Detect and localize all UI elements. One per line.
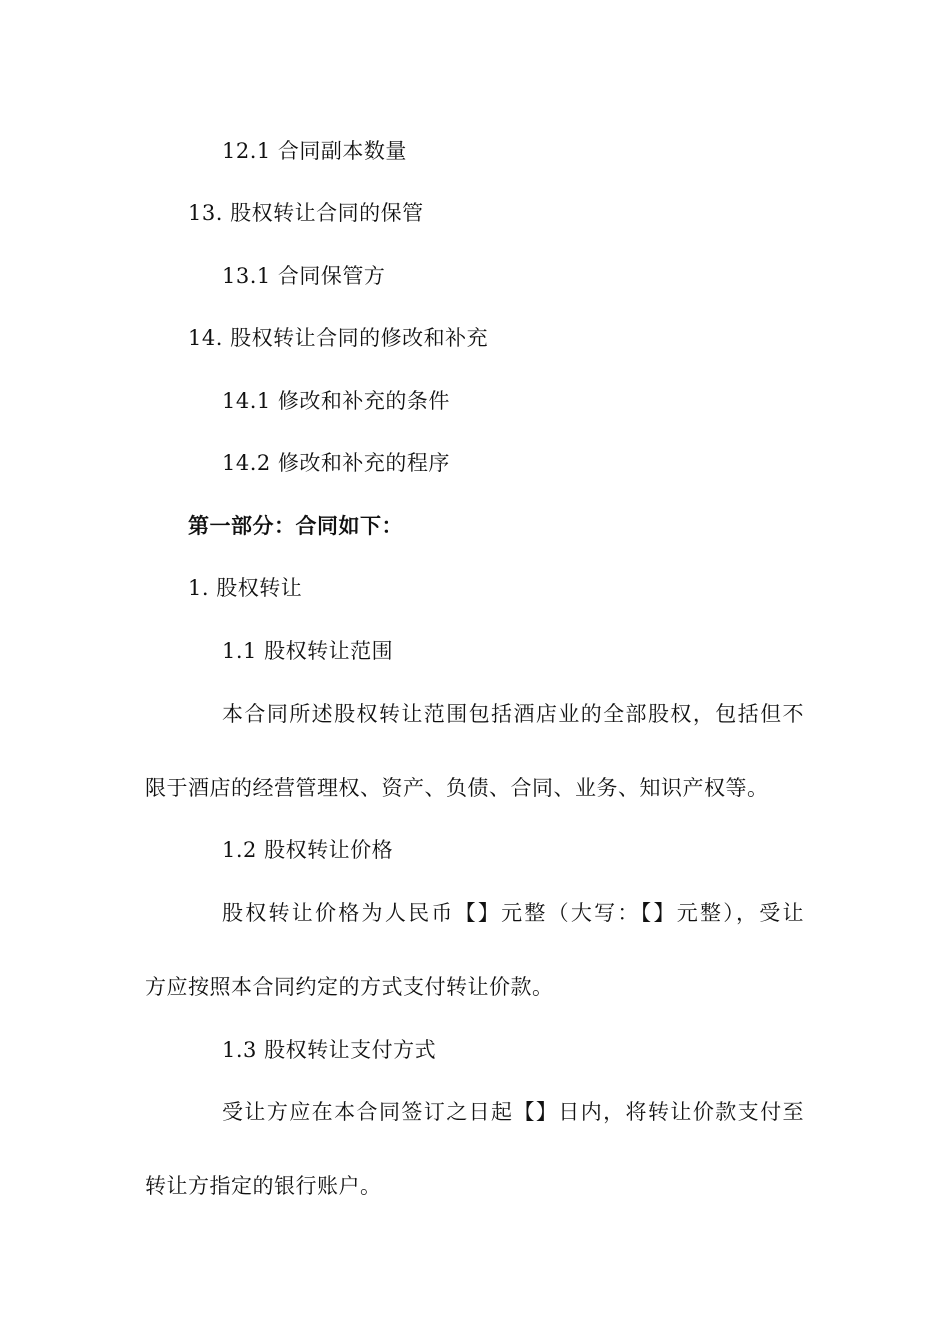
- paragraph-1-1-line-2: 限于酒店的经营管理权、资产、负债、合同、业务、知识产权等。: [145, 776, 769, 800]
- paragraph-1-1-line-1: 本合同所述股权转让范围包括酒店业的全部股权，包括但不: [222, 702, 804, 726]
- part-one-heading: 第一部分：合同如下：: [188, 514, 403, 538]
- section-13-heading: 13. 股权转让合同的保管: [188, 201, 424, 225]
- item-14-2: 14.2 修改和补充的程序: [222, 451, 450, 475]
- paragraph-1-2-line-2: 方应按照本合同约定的方式支付转让价款。: [145, 975, 554, 999]
- section-14-heading: 14. 股权转让合同的修改和补充: [188, 326, 489, 350]
- item-12-1: 12.1 合同副本数量: [222, 139, 407, 163]
- paragraph-1-2-line-1: 股权转让价格为人民币【】元整（大写：【】元整），受让: [222, 901, 804, 925]
- item-1-1: 1.1 股权转让范围: [222, 639, 394, 663]
- item-1-3: 1.3 股权转让支付方式: [222, 1038, 437, 1062]
- item-1-2: 1.2 股权转让价格: [222, 838, 394, 862]
- item-13-1: 13.1 合同保管方: [222, 264, 386, 288]
- item-14-1: 14.1 修改和补充的条件: [222, 389, 450, 413]
- section-1-heading: 1. 股权转让: [188, 576, 303, 600]
- paragraph-1-3-line-1: 受让方应在本合同签订之日起【】日内，将转让价款支付至: [222, 1100, 804, 1124]
- paragraph-1-3-line-2: 转让方指定的银行账户。: [145, 1174, 382, 1198]
